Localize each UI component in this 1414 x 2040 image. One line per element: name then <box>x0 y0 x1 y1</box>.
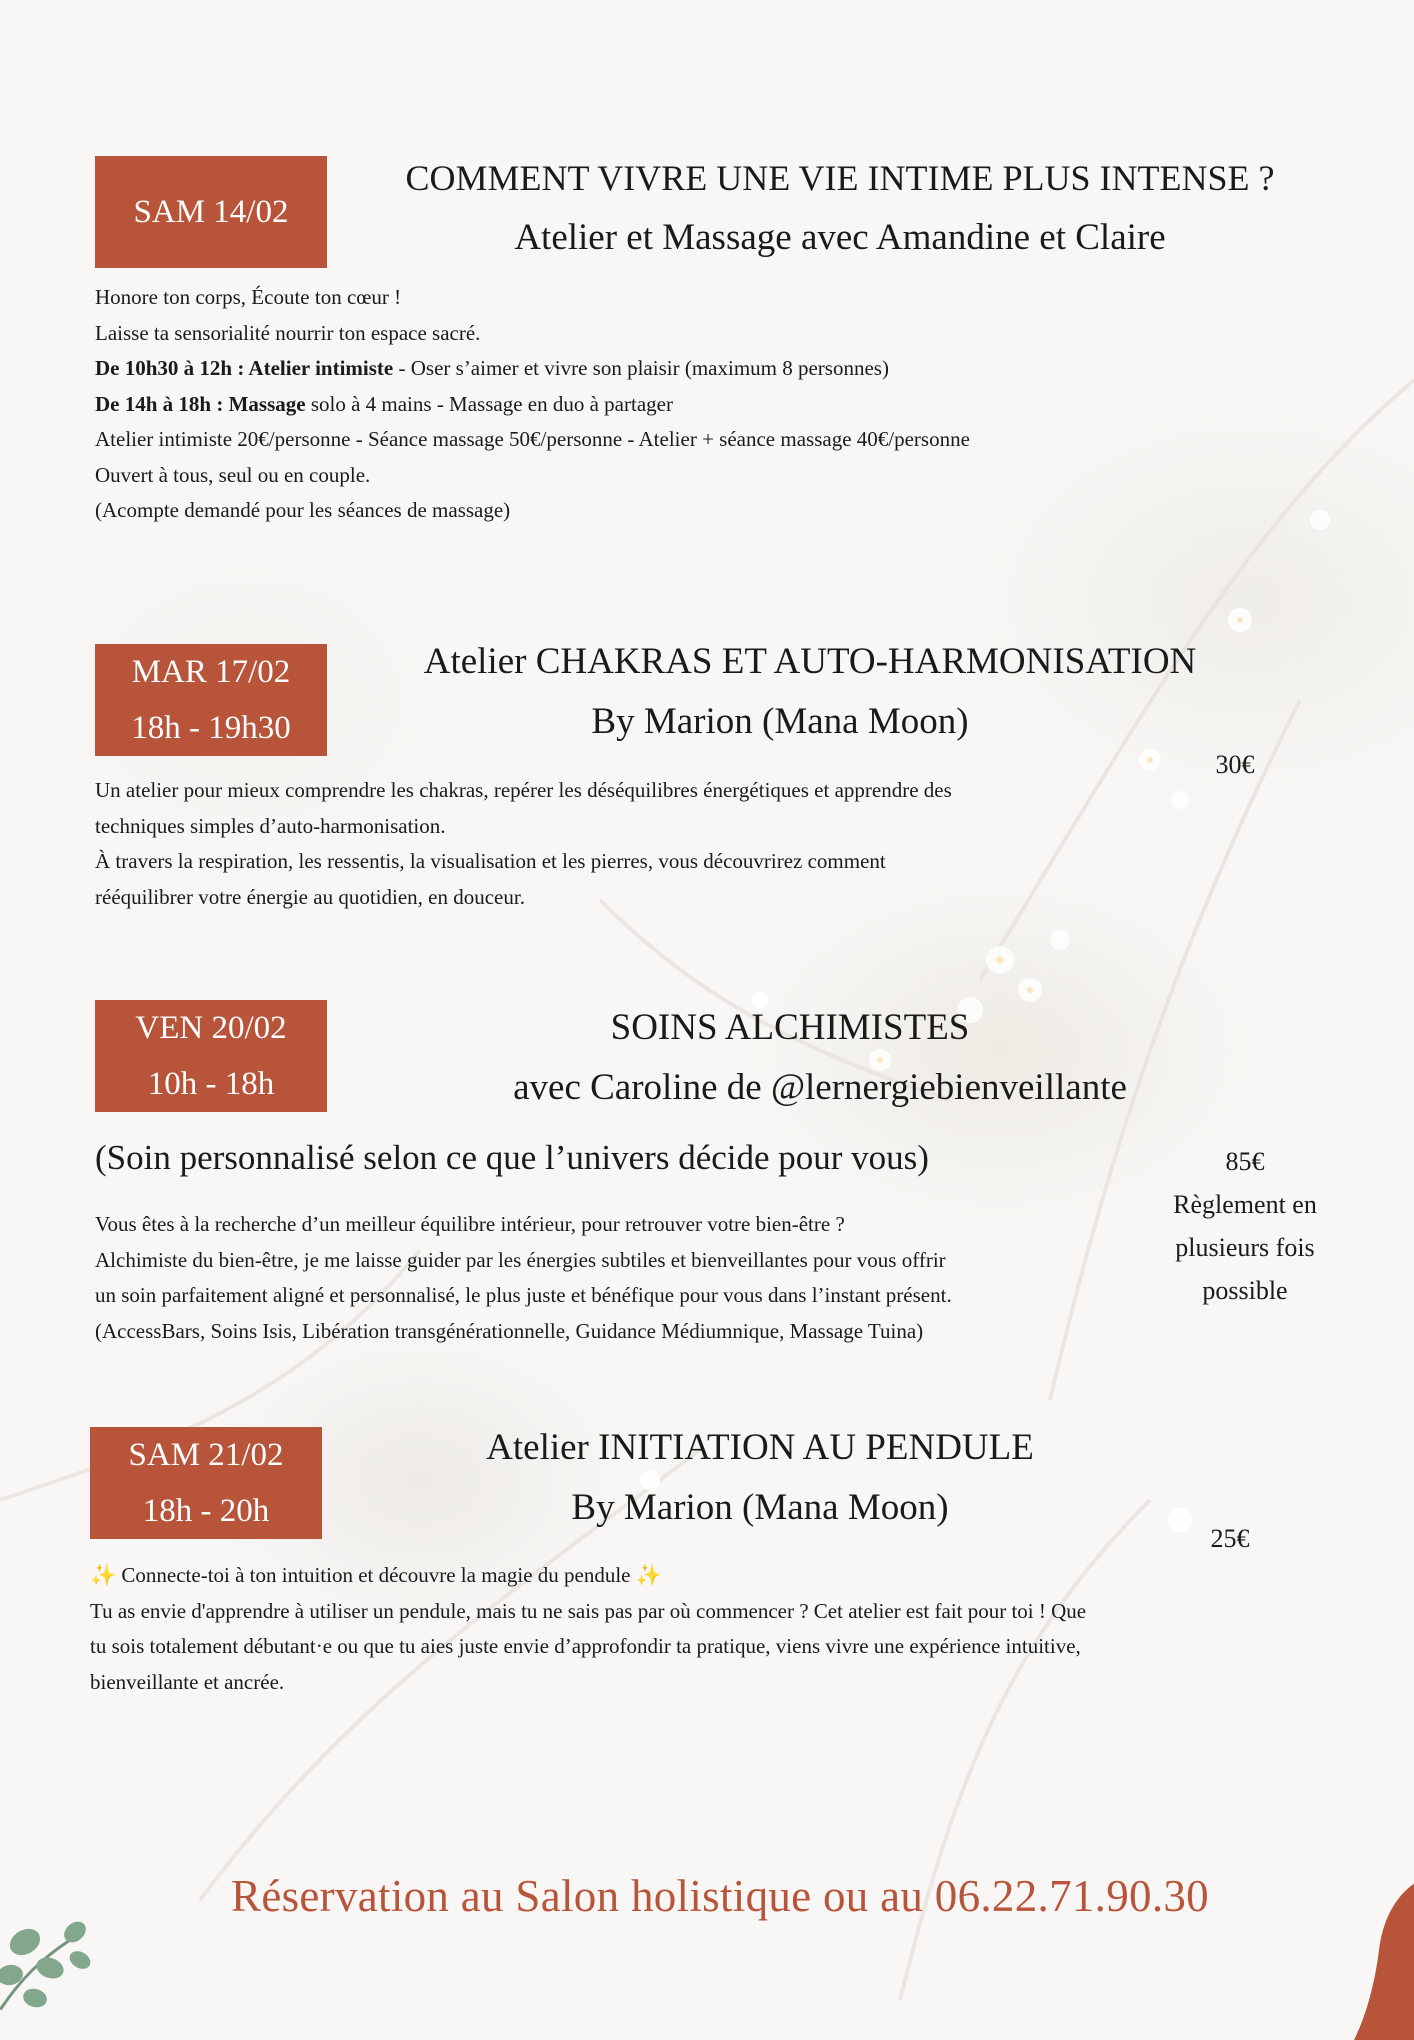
eucalyptus-leaves-icon <box>0 1880 130 2010</box>
event-2-line: techniques simples d’auto-harmonisation. <box>95 813 446 838</box>
event-3-title-line2: avec Caroline de @lernergiebienveillante <box>513 1067 1127 1108</box>
event-2-line: rééquilibrer votre énergie au quotidien, en douceur. <box>95 884 525 909</box>
event-1-date: SAM 14/02 <box>133 194 289 230</box>
event-2-title-line1: Atelier CHAKRAS ET AUTO-HARMONISATION <box>423 641 1197 682</box>
event-3-time: 10h - 18h <box>147 1066 275 1102</box>
event-1-schedule-1: De 10h30 à 12h : Atelier intimiste <box>95 356 394 380</box>
event-4-line: ✨ Connecte-toi à ton intuition et découvre la magie du pendule ✨ <box>90 1563 662 1587</box>
event-1-schedule-2-detail: solo à 4 mains - Massage en duo à partager <box>305 391 673 416</box>
event-1-schedule-2: De 14h à 18h : Massage <box>95 391 306 416</box>
reservation-footer: Réservation au Salon holistique ou au 06.22.71.90.30 <box>231 1871 1209 1921</box>
event-1-line: Atelier intimiste 20€/personne - Séance massage 50€/personne - Atelier + séance massage 40€/personne <box>95 427 970 451</box>
event-1-line: Honore ton corps, Écoute ton cœur ! <box>95 285 402 309</box>
event-3-title <box>370 998 1210 1118</box>
event-2-date: MAR 17/02 <box>131 654 291 690</box>
event-1-line <box>95 351 970 387</box>
event-4-price: 25€ <box>1210 1524 1250 1553</box>
event-3-date: VEN 20/02 <box>135 1010 287 1046</box>
event-3-subtitle: (Soin personnalisé selon ce que l’univers décide pour vous) <box>95 1138 929 1177</box>
event-3-line: un soin parfaitement aligné et personnalisé, le plus juste et bénéfique pour vous dans l’instant présent. <box>95 1283 952 1307</box>
event-1-title-line2: Atelier et Massage avec Amandine et Claire <box>514 217 1166 258</box>
event-4-date: SAM 21/02 <box>128 1437 284 1473</box>
event-1-title <box>370 148 1310 268</box>
event-3-price-note: possible <box>1202 1276 1288 1305</box>
event-1-line: Ouvert à tous, seul ou en couple. <box>95 462 371 487</box>
event-2-price: 30€ <box>1215 750 1255 779</box>
event-3-title-line1: SOINS ALCHIMISTES <box>610 1007 970 1048</box>
event-2-title <box>370 632 1250 752</box>
event-1-line: (Acompte demandé pour les séances de massage) <box>95 498 511 522</box>
event-2-time: 18h - 19h30 <box>131 710 291 746</box>
event-3-price-note: plusieurs fois <box>1175 1233 1315 1262</box>
event-1-description <box>95 280 970 529</box>
event-4-line: Tu as envie d'apprendre à utiliser un pendule, mais tu ne sais pas par où commencer ? Cet atelier est fait pour toi ! Que <box>90 1598 1087 1623</box>
event-2-title-line2: By Marion (Mana Moon) <box>591 701 969 742</box>
event-1-line <box>95 387 970 423</box>
event-1-date-badge <box>95 156 327 268</box>
event-4-title-line1: Atelier INITIATION AU PENDULE <box>486 1427 1034 1468</box>
event-4-description <box>90 1558 1086 1700</box>
event-2-date-badge <box>95 644 327 756</box>
event-4-title-line2: By Marion (Mana Moon) <box>571 1487 949 1528</box>
event-4-title <box>360 1418 1160 1538</box>
event-4-line: tu sois totalement débutant·e ou que tu aies juste envie d’approfondir ta pratique, viens vivre une expérience intuitive, <box>90 1634 1081 1658</box>
event-2-line: Un atelier pour mieux comprendre les chakras, repérer les déséquilibres énergétiques et apprendre des <box>95 778 952 802</box>
event-3-price: 85€ <box>1225 1147 1265 1176</box>
corner-shape-decoration <box>1354 1870 1414 2040</box>
event-2-line: À travers la respiration, les ressentis, la visualisation et les pierres, vous découvrirez comment <box>95 849 886 873</box>
event-3-date-badge <box>95 1000 327 1112</box>
event-4-date-badge <box>90 1427 322 1539</box>
event-3-price-note: Règlement en <box>1173 1190 1317 1219</box>
event-3-description <box>95 1207 952 1349</box>
event-1-title-line1: COMMENT VIVRE UNE VIE INTIME PLUS INTENSE ? <box>405 158 1275 198</box>
event-1-line: Laisse ta sensorialité nourrir ton espace sacré. <box>95 320 481 345</box>
event-4-time: 18h - 20h <box>142 1493 270 1529</box>
event-1-schedule-1-detail: - Oser s’aimer et vivre son plaisir (maximum 8 personnes) <box>393 356 889 380</box>
event-3-line: Vous êtes à la recherche d’un meilleur équilibre intérieur, pour retrouver votre bien-être ? <box>95 1212 845 1236</box>
event-3-line: (AccessBars, Soins Isis, Libération transgénérationnelle, Guidance Médiumnique, Massage Tuina) <box>95 1318 924 1343</box>
event-4-line: bienveillante et ancrée. <box>90 1669 285 1694</box>
event-2-description <box>95 773 952 915</box>
event-3-line: Alchimiste du bien-être, je me laisse guider par les énergies subtiles et bienveillantes pour vous offrir <box>95 1247 946 1272</box>
event-3-price-block <box>1150 1140 1340 1312</box>
